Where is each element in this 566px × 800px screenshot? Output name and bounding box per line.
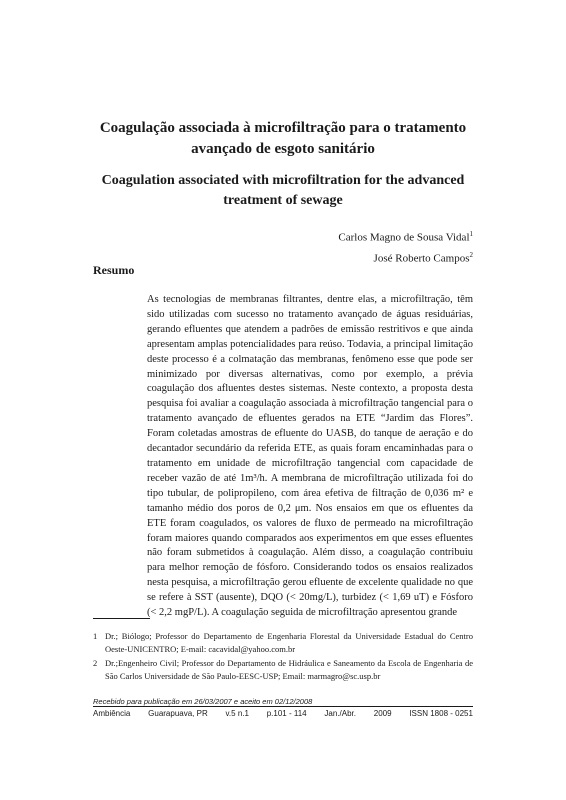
footnote-1: [93, 630, 473, 655]
article-title: [60, 118, 506, 160]
journal-issn: ISSN 1808 - 0251: [409, 709, 473, 718]
abstract-heading: Resumo: [93, 263, 135, 277]
footnote-1-number: 1: [93, 631, 98, 641]
article-title-line-1: Coagulação associada à microfiltração para o tratamento: [99, 120, 467, 136]
article-title-line-2: avançado de esgoto sanitário: [191, 141, 375, 157]
journal-volume: v.5 n.1: [225, 709, 249, 718]
author-1-footnote-mark: 1: [469, 230, 473, 238]
journal-name: Ambiência: [93, 709, 131, 718]
author-1: [338, 226, 473, 247]
abstract-text: As tecnologias de membranas filtrantes, dentre elas, a microfiltração, têm sido utilizadas com sucesso no tratamento avançado de águas residuárias, gerando efluentes que atendem a padrões de emissão restritivos e que ainda apresentam amplas potencialidades para reúso. Todavia, a principal limitação deste processo é a colmatação das membranas, fenômeno esse que pode ser minimizado por diversas alternativas, como por exemplo, a prévia coagulação dos afluentes destes sistemas. Neste contexto, a proposta desta pesquisa foi avaliar a coagulação associada à microfiltração tangencial para o tratamento avançado de efluentes gerados na ETE “Jardim das Flores”. Foram coletadas amostras de efluente do UASB, do tanque de aeração e do decantador secundário da referida ETE, as quais foram encaminhadas para o tratamento em unidade de microfiltração tangencial com capacidade de receber vazão de até 1m³/h. A membrana de microfiltração utilizada foi do tipo tubular, de polipropileno, com área efetiva de filtração de 0,036 m² e tamanho médio dos poros de 0,2 μm. Nos ensaios em que os efluentes da ETE foram coagulados, os valores de fluxo de permeado na microfiltração foram maiores quando comparados aos experimentos em que esses efluentes não foram submetidos à coagulação. Além disso, a coagulação contribuiu para melhor remoção de fósforo. Considerando todos os ensaios realizados nesta pesquisa, a microfiltração gerou efluente de excelente qualidade no que se refere à SST (ausente), DQO (< 20mg/L), turbidez (< 1,69 uT) e Fósforo (< 2,2 mgP/L). A coagulação seguida de microfiltração apresentou grande: [147, 294, 473, 619]
received-date-note: Recebido para publicação em 26/03/2007 e aceito em 02/12/2008: [93, 697, 313, 706]
footnote-2-text: Dr.;Engenheiro Civil; Professor do Departamento de Hidráulica e Saneamento da Escola de Engenharia de São Carlos Universidade de São Paulo-EESC-USP; Email: marmagro@sc.usp.br: [105, 658, 473, 681]
footnote-2-number: 2: [93, 658, 98, 668]
footnote-1-text: Dr.; Biólogo; Professor do Departamento de Engenharia Florestal da Universidade Estadual do Centro Oeste-UNICENTRO; E-mail: cacavidal@yahoo.com.br: [105, 631, 473, 654]
journal-year: 2009: [373, 709, 392, 718]
author-1-name: Carlos Magno de Sousa Vidal: [338, 231, 470, 244]
journal-footer: [93, 706, 473, 720]
author-2-footnote-mark: 2: [469, 250, 473, 259]
footnote-divider: [93, 618, 150, 619]
journal-pages: p.101 - 114: [266, 709, 307, 718]
article-title-english-line-2: treatment of sewage: [223, 193, 343, 208]
article-title-english: [60, 171, 506, 211]
author-2-name: José Roberto Campos: [373, 252, 470, 265]
article-title-english-line-1: Coagulation associated with microfiltration for the advanced: [101, 173, 465, 188]
journal-date: Jan./Abr.: [324, 709, 356, 718]
author-2: [338, 247, 473, 268]
footnote-2: [93, 657, 473, 682]
author-list: [338, 226, 473, 267]
journal-city: Guarapuava, PR: [148, 709, 208, 718]
